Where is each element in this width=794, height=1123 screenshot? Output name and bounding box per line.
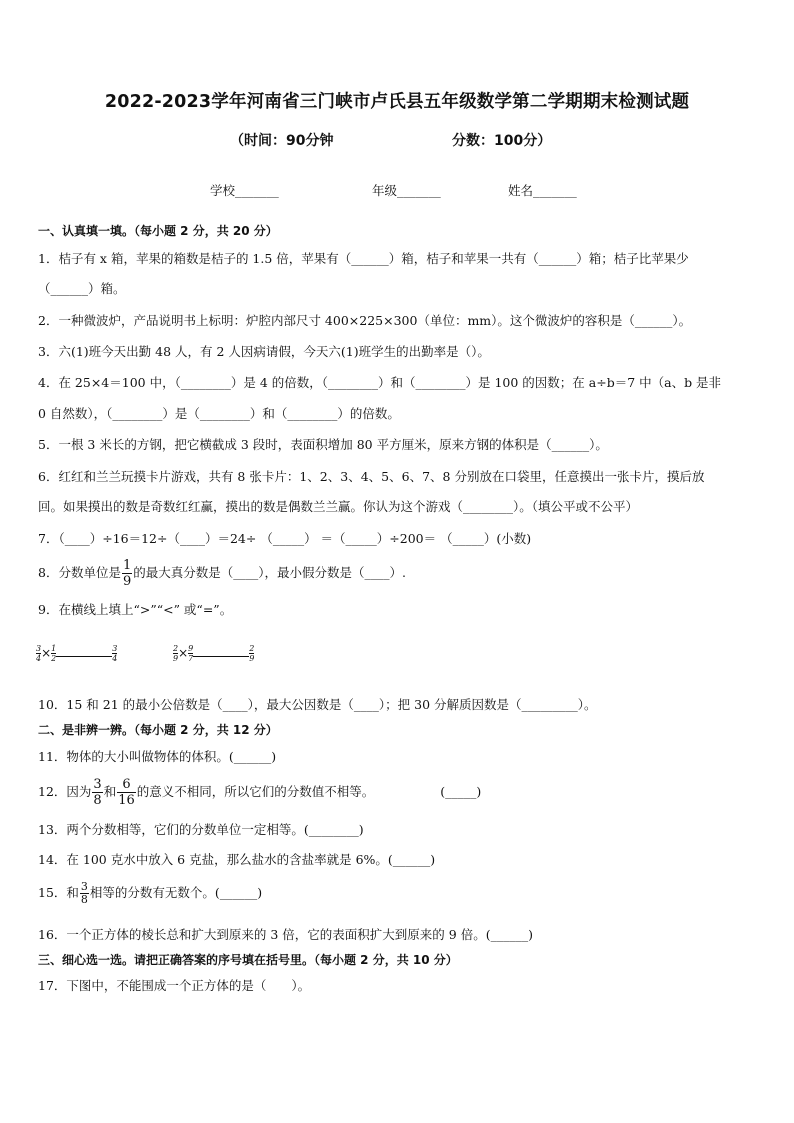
fraction [249, 644, 254, 663]
fraction [112, 644, 117, 663]
question-8 [38, 558, 406, 589]
question-17: 17．下图中，不能围成一个正方体的是（ ）。 [38, 978, 311, 993]
question-6: 6．红红和兰兰玩摸卡片游戏，共有 8 张卡片：1、2、3、4、5、6、7、8 分别放在口袋里，任意摸出一张卡片，摸后放 [38, 469, 705, 484]
fraction-denominator: 9 [122, 574, 132, 589]
question-4: 4．在 25×4＝100 中，（________）是 4 的倍数，（________）和（________）是 100 的因数；在 a÷b＝7 中（a、b 是非 [38, 375, 722, 390]
question-9-expression-1 [36, 644, 117, 663]
times-sign: × [41, 646, 52, 660]
exam-score: 分数：100分） [452, 133, 552, 149]
fraction-denominator: 8 [80, 893, 88, 906]
fraction-denominator: 9 [173, 654, 179, 663]
question-7: 7．（____）÷16＝12÷（____）＝24÷ （_____） ＝（_____）÷200＝ （_____）(小数) [38, 531, 532, 546]
fraction-denominator: 9 [249, 654, 255, 663]
question-5: 5．一根 3 米长的方钢，把它横截成 3 段时，表面积增加 80 平方厘米，原来方钢的体积是（______）。 [38, 437, 608, 452]
fraction-three-eighths [80, 881, 89, 906]
name-field: 姓名_______ [508, 183, 577, 198]
fraction-denominator: 16 [118, 793, 135, 808]
question-2: 2．一种微波炉，产品说明书上标明：炉腔内部尺寸 400×225×300（单位：mm）。这个微波炉的容积是（______）。 [38, 313, 692, 328]
fraction-numerator: 3 [112, 644, 118, 653]
school-field: 学校_______ [210, 183, 279, 198]
question-13: 13．两个分数相等，它们的分数单位一定相等。(________) [38, 822, 364, 837]
fraction-six-sixteenths [117, 777, 136, 808]
answer-blank[interactable] [193, 646, 249, 657]
fraction-numerator: 1 [122, 558, 132, 573]
question-9: 9．在横线上填上“>”“<” 或“=”。 [38, 602, 233, 617]
fraction-numerator: 3 [93, 777, 102, 792]
grade-field: 年级_______ [372, 183, 441, 198]
question-6-cont: 回。如果摸出的数是奇数红红赢，摸出的数是偶数兰兰赢。你认为这个游戏（________）。（填公平或不公平） [38, 499, 639, 514]
section-3-heading: 三、细心选一选。请把正确答案的序号填在括号里。（每小题 2 分，共 10 分） [38, 953, 458, 967]
fraction-numerator: 3 [80, 880, 88, 893]
question-9-expression-2 [173, 644, 254, 663]
question-11: 11．物体的大小叫做物体的体积。(______) [38, 749, 277, 764]
question-8-post: 的最大真分数是（____），最小假分数是（____）. [133, 565, 406, 580]
fraction-numerator: 9 [188, 644, 194, 653]
fraction-numerator: 3 [36, 644, 42, 653]
question-15 [38, 881, 262, 906]
question-4-cont: 0 自然数），（________）是（________）和（________）的倍数。 [38, 406, 400, 421]
question-12-post: 的意义不相同，所以它们的分数值不相等。 [136, 784, 375, 799]
fraction-three-eighths [92, 777, 102, 808]
question-10: 10．15 和 21 的最小公倍数是（____），最大公因数是（____）；把 30 分解质因数是（_________）。 [38, 697, 597, 712]
fraction-denominator: 4 [36, 654, 42, 663]
page-title: 2022-2023学年河南省三门峡市卢氏县五年级数学第二学期期末检测试题 [104, 92, 690, 112]
times-sign: × [178, 646, 189, 660]
question-15-pre: 15．和 [38, 885, 79, 900]
section-2-heading: 二、是非辨一辨。（每小题 2 分，共 12 分） [38, 723, 278, 737]
fraction-numerator: 1 [51, 644, 57, 653]
question-14: 14．在 100 克水中放入 6 克盐，那么盐水的含盐率就是 6%。(______) [38, 852, 436, 867]
question-3: 3．六(1)班今天出勤 48 人，有 2 人因病请假，今天六(1)班学生的出勤率是（）。 [38, 344, 490, 359]
fraction-numerator: 6 [117, 777, 136, 793]
answer-paren: (_____) [440, 784, 482, 799]
question-1: 1．桔子有 x 箱，苹果的箱数是桔子的 1.5 倍，苹果有（______）箱，桔子和苹果一共有（______）箱；桔子比苹果少 [38, 251, 689, 266]
question-12-pre: 12．因为 [38, 784, 92, 799]
fraction-denominator: 4 [112, 654, 118, 663]
answer-blank[interactable] [56, 646, 112, 657]
fraction-denominator: 2 [51, 654, 57, 663]
question-1-cont: （______）箱。 [38, 281, 126, 296]
fraction-one-ninth [122, 558, 132, 589]
fraction-denominator: 8 [93, 793, 102, 808]
fraction-numerator: 2 [173, 644, 179, 653]
question-16: 16．一个正方体的棱长总和扩大到原来的 3 倍，它的表面积扩大到原来的 9 倍。(______) [38, 927, 533, 942]
fraction-denominator: 7 [188, 654, 194, 663]
question-8-pre: 8．分数单位是 [38, 565, 121, 580]
question-15-post: 相等的分数有无数个。(______) [89, 885, 263, 900]
exam-time: （时间：90分钟 [230, 133, 334, 149]
question-12 [38, 777, 481, 808]
question-12-mid: 和 [103, 784, 117, 799]
fraction-numerator: 2 [249, 644, 255, 653]
section-1-heading: 一、认真填一填。（每小题 2 分，共 20 分） [38, 224, 278, 238]
